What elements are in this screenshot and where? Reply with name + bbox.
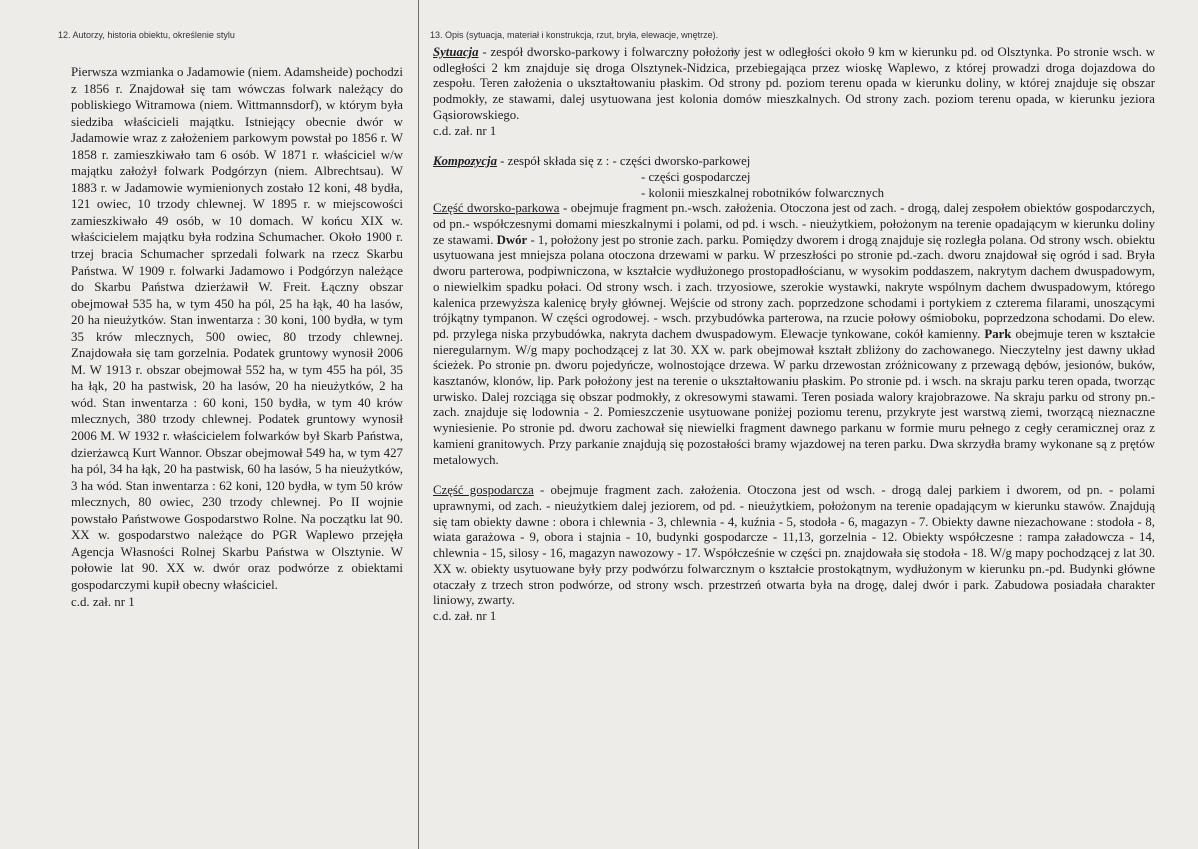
- dworsko-paragraph: [433, 201, 1155, 468]
- column-divider: [418, 0, 419, 849]
- history-column: [40, 0, 408, 849]
- sytuacja-heading: Sytuacja: [433, 45, 479, 59]
- history-header: 12. Autorzy, historia obiektu, określenie stylu: [58, 30, 235, 40]
- history-text-block: [71, 64, 403, 610]
- sytuacja-text: - zespół dworsko-parkowy i folwarczny położony jest w odległości około 9 km w kierunku pd. od Olsztynka. Po stronie wsch. w odległości 2 km znajduje się droga Olsztynek-Nidzica, przebiegająca przez wioskę Waplewo, z której prowadzi droga dojazdowa do zespołu. Teren założenia o ukształtowaniu płaskim. Od strony pd. poziom terenu opada w kierunku doliny, w której znajduje się obszar podmokły, ze stawami, dalej usytuowana jest kolonia domów mieszkalnych. Od strony zach. poziom terenu opada, w kierunku jeziora Gąsiorowskiego.: [433, 45, 1155, 122]
- kompozycja-block: [433, 154, 1155, 201]
- kompozycja-intro: - zespół składa się z : - części dworsko-parkowej: [496, 154, 751, 169]
- gospodarcza-heading: Część gospodarcza: [433, 483, 534, 498]
- history-paragraph: Pierwsza wzmianka o Jadamowie (niem. Adamsheide) pochodzi z 1856 r. Znajdował się tam wówczas folwark należący do pobliskiego Witramowa (niem. Wittmannsdorf), w którym była siedziba właścicieli majątku. Istniejący obecnie dwór w Jadamowie wraz z założeniem parkowym powstał po 1856 r. W 1858 r. zamieszkiwało tam 6 osób. W 1871 r. właściciel w/w majątku założył folwark Podgórzyn (niem. Albrechtsau). W 1883 r. w Jadamowie wymienionych zostało 12 koni, 48 bydła, 121 owiec, 10 trzody chlewnej. W 1895 r. w miejscowości zamieszkiwało 49 osób, w 10 domach. W końcu XIX w. właścicielem majątku była rodzina Schumacher. Około 1900 r. trzej bracia Schumacher sprzedali folwark na rzecz Skarbu Państwa. W 1909 r. folwarki Jadamowo i Podgórzyn należące do Skarbu Państwa dzierżawił W. Freit. Łączny obszar obejmował 535 ha, w tym 450 ha pól, 25 ha łąk, 40 ha lasów, 20 ha nieużytków. Stan inwentarza : 30 koni, 100 bydła, w tym 35 krów mlecznych, 500 owiec, 80 trzody chlewnej. Znajdowała się tam gorzelnia. Podatek gruntowy wynosił 2006 M. W 1913 r. obszar obejmował 552 ha, w tym 455 ha pól, 35 ha łąk, 20 ha pastwisk, 20 ha lasów, 20 ha nieużytków, 2 ha wód. Stan inwentarza : 60 koni, 150 bydła, w tym 40 krów mlecznych, 380 trzody chlewnej. Podatek gruntowy wynosił 2006 M. W 1932 r. właścicielem folwarków był Skarb Państwa, dzierżawcą Kurt Wannor. Obszar obejmował 549 ha, w tym 427 ha pól, 34 ha łąk, 20 ha pastwisk, 60 ha lasów, 5 ha nieużytków, 3 ha wód. Stan inwentarza : 62 koni, 120 bydła, w tym 50 krów mlecznych, 80 owiec, 230 trzody chlewnej. Po II wojnie powstało Państwowe Gospodarstwo Rolne. Na początku lat 90. XX w. gospodarstwo należące do PGR Waplewo przejęła Agencja Własności Rolnej Skarbu Państwa w Olsztynie. W połowie lat 90. XX w. dwór oraz podwórze z obiektami gospodarczymi kupił obecny właściciel.: [71, 65, 403, 592]
- park-keyword: Park: [984, 326, 1012, 341]
- gospodarcza-reference: c.d. zał. nr 1: [433, 608, 497, 623]
- sytuacja-paragraph: [433, 45, 1155, 124]
- spacer: [433, 139, 1155, 154]
- gospodarcza-text: - obejmuje fragment zach. założenia. Otoczona jest od wsch. - drogą dalej parkiem i dworem, od pn. - polami uprawnymi, od zach. - nieużytkiem dalej jeziorem, od pd. - nieużytkiem, położonym na terenie opadającym w kierunku stawów. Znajdują się tam obiekty dawne : obora i chlewnia - 3, chlewnia - 4, kuźnia - 5, stodoła - 6, magazyn - 7. Obiekty dawne niezachowane : stodoła - 8, wiata garażowa - 9, obora i stajnia - 10, budynki gospodarcze - 11,13, gorzelnia - 12. Obiekty współczesne : rampa załadowcza - 14, chlewnia - 15, silosy - 16, magazyn nawozowy - 17. Współcześnie w części pn. znajdowała się stodoła - 18. W/g mapy pochodzącej z lat 30. XX w. obiekty usytuowane były przy podwórzu folwarcznym o kształcie prostokątnym, wydłużonym w kierunku pn.-pd. Budynki główne otaczały z trzech stron podwórze, od strony wsch. przestrzeń otwarta była na drogę, dalej dwór i park. Zabudowa posiadała charakter liniowy, zwarty.: [433, 483, 1155, 608]
- history-reference: c.d. zał. nr 1: [71, 594, 135, 609]
- dworsko-text-1: - obejmuje fragment pn.-wsch. założenia. Otoczona jest od zach. - drogą, dalej zespołem obiektów gospodarczych, od pn.- współczesnymi domami mieszkalnymi i polami, od pd. i wsch. - nieużytkiem, położonym na terenie opadającym w kierunku doliny ze stawami.: [433, 201, 1155, 247]
- gospodarcza-paragraph: [433, 483, 1155, 609]
- description-text-block: [433, 45, 1155, 625]
- kompozycja-line: [433, 154, 1155, 170]
- description-header: 13. Opis (sytuacja, materiał i konstrukcja, rzut, bryła, elewacje, wnętrze).: [430, 30, 719, 40]
- spacer: [433, 468, 1155, 483]
- dworsko-heading: Część dworsko-parkowa: [433, 201, 560, 216]
- kompozycja-heading: Kompozycja: [433, 154, 497, 169]
- kompozycja-item: - części gospodarczej: [641, 169, 751, 184]
- sytuacja-reference: c.d. zał. nr 1: [433, 123, 497, 138]
- dwor-keyword: Dwór: [496, 232, 528, 247]
- kompozycja-item: - kolonii mieszkalnej robotników folwarcznych: [641, 185, 885, 200]
- dworsko-text-3: obejmuje teren w kształcie nieregularnym. W/g mapy pochodzącej z lat 30. XX w. park obejmował kształt zbliżony do zachowanego. Nieczytelny jest dawny układ ścieżek. Po stronie pn. dworu pojedyńcze, wolnostojące drzewa. W parku drzewostan zróżnicowany z przewagą dębów, jesionów, buków, kasztanów, klonów, lip. Park położony jest na terenie o ukształtowaniu płaskim. Po stronie pd. i wsch. na skraju parku teren opada, tworząc urwisko. Dalej rozciąga się obszar podmokły, z okresowymi stawami. Teren posiada walory krajobrazowe. Na skraju parku od strony pn.-zach. znajduje się lodownia - 2. Pomieszczenie usytuowane poniżej poziomu terenu, przykryte jest warstwą ziemi, tworzącą nieznaczne wyniesienie. Po stronie pd. dworu zachował się niewielki fragment dawnego parkanu w formie muru pełnego z cegły ceramicznej oraz z kamieni granitowych. Przy parkanie znajdują się pozostałości bramy wjazdowej na teren parku. Dwa skrzydła bramy wykonane są z prętów metalowych.: [433, 326, 1155, 467]
- description-column: [430, 0, 1170, 849]
- dworsko-text-2: - 1, położony jest po stronie zach. parku. Pomiędzy dworem i drogą znajduje się rozległa polana. Od strony wsch. obiektu usytuowana jest mniejsza polana otoczona drzewami w parku. W przeszłości po stronie pd.-zach. dworu znajdował się ogród i sad. Bryła dworu parterowa, podpiwniczona, w kształcie wydłużonego prostopadłościanu, w wysokim poddaszem, nakrytym dachem dwuspadowym, o niewielkim spadku połaci. Od strony wsch. i zach. trzyosiowe, szerokie wystawki, nakryte wspólnym dachem dwuspadowym, którego kalenica przewyższa kalenicę bryły głównej. Wejście od strony zach. poprzedzone schodami i portykiem z czterema filarami, unoszącymi trójkątny tympanon. W części ogrodowej. - wsch. przybudówka parterowa, na rzucie połowy ośmioboku, poprzedzona schodami. Do elew. pd. przylega niska przybudówka, nakryta dachem dwuspadowym. Elewacje tynkowane, cokół kamienny.: [433, 232, 1155, 341]
